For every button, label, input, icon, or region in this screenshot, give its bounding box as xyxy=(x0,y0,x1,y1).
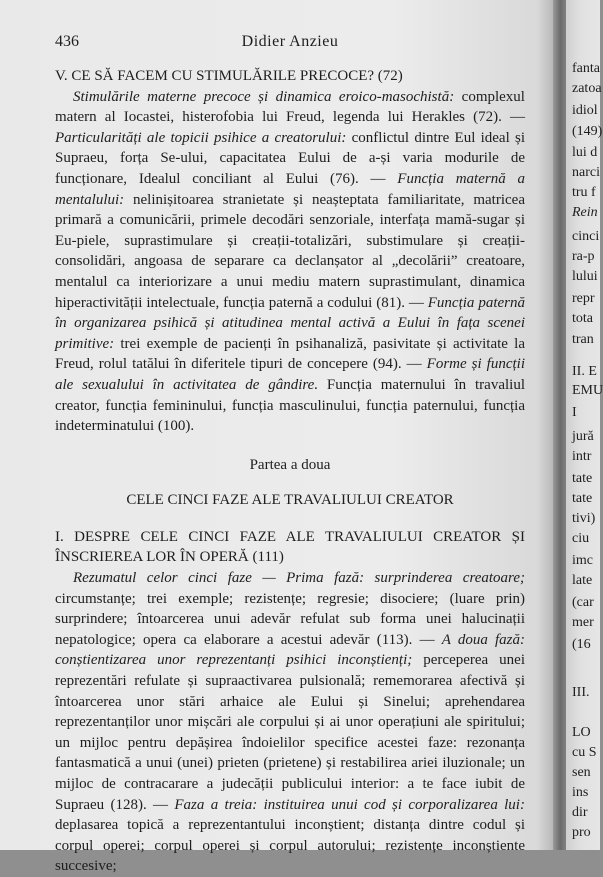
book-page-right-edge xyxy=(566,0,603,850)
right-page-fragment: II. E xyxy=(572,364,597,379)
right-page-fragment: (16 xyxy=(572,637,591,652)
italic-heading-segment: A doua fază: conștientizarea unor reprezentanți psihici inconștienți; xyxy=(55,631,525,669)
right-page-fragment: fanta xyxy=(572,61,600,76)
right-page-fragment: (car xyxy=(572,595,594,610)
section-i-summary xyxy=(55,568,525,877)
text-segment: nelinișitoarea stranietate și neașteptata familiaritate, matricea primară a comunicării, primele decodări senzoriale, interfața mamă-sugar și Eu-piele, suprastimulare și creații-totalizări, substimulare și creații-consolidări, angoasa de separare ca declanșator al „decolării” creatoare, mentalul ca interiorizare a unui mediu matern suprastimulant, dinamica hiperactivității intelectuale, funcția paternă a codului (81). — xyxy=(55,191,525,311)
italic-heading-segment: Rezumatul celor cinci faze — Prima fază: surprinderea creatoare; xyxy=(73,570,525,587)
section-v-summary xyxy=(55,87,525,437)
right-page-fragment: sen xyxy=(572,765,591,780)
right-page-fragment: lui d xyxy=(572,145,598,160)
text-segment: circumstanțe; trei exemple; rezistențe; regresie; disociere; (luare prin) surprindere; întoarcerea unui adevăr refulat sub forma unei halucinații nepatologice; opera ca elaborare a acestui adevăr (113). — xyxy=(55,590,525,648)
right-page-fragment: pro xyxy=(572,825,591,840)
right-page-fragment: ra-p xyxy=(572,249,595,264)
text-segment: deplasarea topică a reprezentantului inconștient; distanța dintre codul și corpul operei; corpul operei și corpul autorului; rezistențe inconștiente succesive; xyxy=(55,817,525,875)
right-page-fragment: mer xyxy=(572,615,594,630)
italic-heading-segment: Funcția paternă în organizarea psihică și atitudinea mental activă a Eului în fața scenei primitive: xyxy=(55,294,525,352)
right-page-fragment: lului xyxy=(572,269,598,284)
text-segment: Funcția maternului în travaliul creator, funcția femininului, funcția masculinului, funcția paternului, funcția indeterminatului (100). xyxy=(55,376,525,435)
right-page-fragment: late xyxy=(572,573,593,588)
right-page-fragment: tota xyxy=(572,311,593,326)
right-page-fragment: tran xyxy=(572,332,594,347)
right-page-fragment: cu S xyxy=(572,745,597,760)
section-title-i: I. DESPRE CELE CINCI FAZE ALE TRAVALIULUI CREATOR ȘI ÎNSCRIEREA LOR ÎN OPERĂ (111) xyxy=(55,528,525,566)
right-page-fragment: imc xyxy=(572,553,593,568)
right-page-fragment: repr xyxy=(572,291,595,306)
italic-heading-segment: Faza a treia: instituirea unui cod și corporalizarea lui: xyxy=(174,796,525,813)
part-label: Partea a doua xyxy=(249,456,331,473)
right-page-fragment: jură xyxy=(572,429,594,444)
right-page-fragment: (149) xyxy=(572,124,603,139)
right-page-fragment: narci xyxy=(572,165,600,180)
right-page-fragment: tate xyxy=(572,491,593,506)
running-title: Didier Anzieu xyxy=(241,33,339,50)
page-number: 436 xyxy=(55,33,79,50)
right-page-fragment: tivi) xyxy=(572,511,596,526)
text-segment: perceperea unei reprezentări refulate și supraactivarea pulsională; rememorarea afectivă și întoarcerea unor stări arhaice ale Eului și Sinelui; aprehendarea reprezentanților unor mișcări ale corpului și ai unor operațiuni ale spiritului; un mijloc pentru depășirea îndoielilor specifice acestei faze: rezonanța fantasmatică a unui (unei) prieten (prietene) și restabilirea ariei iluzionale; un mijloc de contracarare a judecății publicului interior: a te face iubit de Supraeu (128). — xyxy=(55,652,526,813)
right-page-fragment: intr xyxy=(572,449,592,464)
right-page-fragment: dir xyxy=(572,805,588,820)
italic-heading-segment: Forme și funcții ale sexualului în activitatea de gândire. xyxy=(55,356,525,393)
text-segment: complexul matern al Iocastei, histerofobia lui Freud, legenda lui Herakles (72). — xyxy=(55,88,525,126)
italic-heading-segment: Stimulările materne precoce și dinamica eroico-masochistă: xyxy=(73,88,455,105)
right-page-fragment: idiol xyxy=(572,103,598,118)
text-segment: conflictul dintre Eul ideal și Supraeu, forța Se-ului, capacitatea Eului de a-și varia modurile de funcționare, Idealul conciliant al Eului (76). — xyxy=(55,129,525,187)
right-page-fragment: EMU xyxy=(572,383,603,398)
right-page-fragment: tru f xyxy=(572,185,596,200)
right-page-fragment: tate xyxy=(572,471,593,486)
right-page-fragment: LO xyxy=(572,725,591,740)
italic-heading-segment: Funcția maternă a mentalului: xyxy=(55,170,525,208)
italic-heading-segment: Particularități ale topicii psihice a creatorului: xyxy=(55,129,347,146)
page-header xyxy=(55,33,525,53)
right-page-fragment: cinci xyxy=(572,229,600,244)
part-title: CELE CINCI FAZE ALE TRAVALIULUI CREATOR xyxy=(126,492,454,509)
right-page-fragment: zatoa xyxy=(572,81,602,96)
page-content xyxy=(55,66,525,877)
text-segment: trei exemple de pacienți în psihanaliză, pasivitate și activitate la Freud, rolul tatălui în diferitele tipuri de concepere (94). — xyxy=(55,335,525,373)
section-title-v: V. CE SĂ FACEM CU STIMULĂRILE PRECOCE? (72) xyxy=(55,68,403,84)
right-page-fragment: ciu xyxy=(572,531,590,546)
right-page-fragment: III. xyxy=(572,685,590,700)
right-page-fragment: I xyxy=(572,405,577,420)
right-page-fragment: Rein xyxy=(572,205,598,220)
right-page-fragment: ins xyxy=(572,785,589,800)
